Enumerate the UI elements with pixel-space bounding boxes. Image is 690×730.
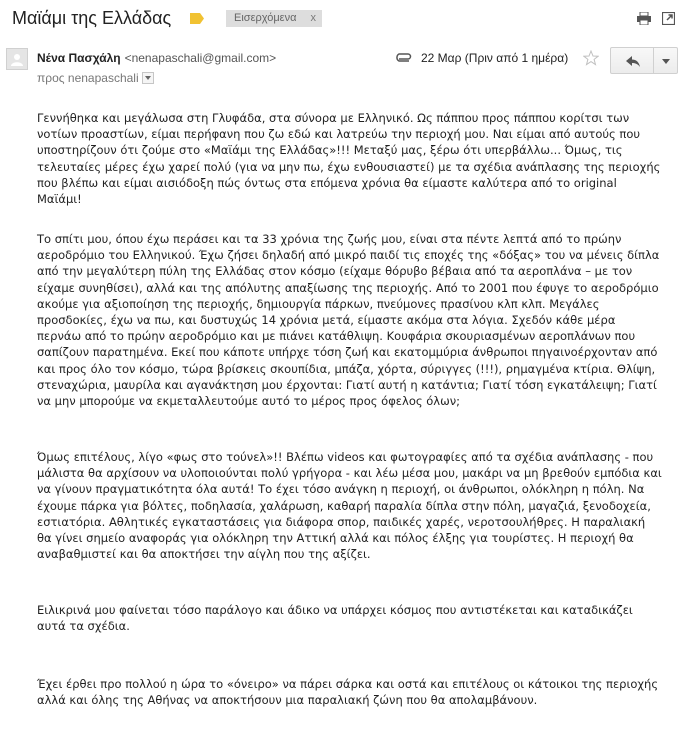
star-icon[interactable] — [583, 50, 599, 66]
label-tag-icon[interactable] — [190, 13, 204, 24]
reply-button[interactable] — [610, 47, 654, 74]
label-name: Εισερχόμενα — [234, 12, 297, 24]
label-inbox[interactable] — [226, 10, 322, 27]
remove-label-button[interactable]: x — [310, 12, 316, 24]
attachment-icon — [395, 52, 413, 62]
body-paragraph: Έχει έρθει προ πολλού η ώρα το «όνειρο» να πάρει σάρκα και οστά και επιτέλους οι κάτοικοι της περιοχής αλλά και όλης της Αθήνας να αποκτήσουν μια παραλιακή ζώνη που θα απολαμβάνουν. — [37, 677, 659, 708]
recipient-line — [37, 71, 154, 85]
message-date: 22 Μαρ (Πριν από 1 ημέρα) — [421, 51, 569, 65]
reply-icon — [626, 56, 640, 67]
chevron-down-icon — [662, 59, 670, 64]
new-window-icon[interactable] — [662, 12, 675, 25]
avatar[interactable] — [6, 48, 28, 70]
sender-email: <nenapaschali@gmail.com> — [124, 51, 277, 65]
message-header — [0, 42, 690, 92]
recipient-text: προς nenapaschali — [37, 71, 139, 85]
body-paragraph: Γεννήθηκα και μεγάλωσα στη Γλυφάδα, στα σύνορα με Ελληνικό. Ως πάππου προς πάππου κορίτσι των νοτίων προαστίων, είμαι περήφανη που ζω εδώ και λατρεύω την περιοχή μου. Ναι είμαι από αυτούς που υποστηρίζουν ότι ζούμε στο «Μαϊάμι της Ελλάδας»!!! Μεταξύ μας, ξέρω ότι υπερβάλλω... Όμως, τις τελευταίες μέρες έχω χαρεί πολύ (για να μην πω, έχω ενθουσιαστεί) με τα σχέδια ανάπλασης της περιοχής που βλέπω και είμαι αισιόδοξη πώς όντως στα επόμενα χρόνια θα είμαστε καλύτερα από το original Μαϊάμι! — [37, 111, 661, 207]
sender-line — [37, 51, 276, 65]
print-icon[interactable] — [637, 12, 651, 25]
chevron-down-icon — [145, 76, 151, 80]
more-actions-button[interactable] — [653, 47, 678, 74]
subject-bar — [0, 0, 690, 38]
avatar-person-icon — [7, 49, 27, 69]
email-subject: Μαϊάμι της Ελλάδας — [12, 8, 172, 28]
show-details-button[interactable] — [142, 72, 154, 84]
body-paragraph: Το σπίτι μου, όπου έχω περάσει και τα 33 χρόνια της ζωής μου, είναι στα πέντε λεπτά από το πρώην αεροδρόμιο του Ελληνικού. Έχω ζήσει δηλαδή από μικρό παιδί τις εποχές της «δόξας» του να μένεις δίπλα από την μεγαλύτερη πύλη της Ελλάδας στον κόσμο (είχαμε θόρυβο βέβαια από τα αεροπλάνα – με τον είχαμε συνηθίσει), αλλά και της απόλυτης απαξίωσης της περιοχής. Από το 2001 που έφυγε το αεροδρόμιο ακούμε για αξιοποίηση της περιοχής, δημιουργία πάρκων, πνεύμονες πρασίνου κλπ κλπ. Μεγάλες προσδοκίες, έχω να πω, και δυστυχώς 14 χρόνια μετά, είμαστε ακόμα στα λόγια. Σχεδόν κάθε μέρα περνάω από το πρώην αεροδρόμιο και με πιάνει κατάθλιψη. Κουφάρια σκουριασμένων αεροπλάνων που σαπίζουν παρατημένα. Εκεί που κάποτε υπήρχε τόση ζωή και εκατομμύρια άνθρωποι πηγαινοέρχονταν από και προς όλο τον κόσμο, τώρα βρίσκεις σκουπίδια, μπάζα, χόρτα, σύριγγες (!!!), ρημαγμένα κτίρια. Θλίψη, στεναχώρια, μαυρίλα και αγανάκτηση μου έρχονται: Γιατί αυτή η κατάντια; Γιατί τόση εγκατάλειψη; Γιατί να μην μπορούμε να εκμεταλλευτούμε αυτό το μέρος προς όφελος όλων; — [37, 232, 660, 409]
sender-name[interactable]: Νένα Πασχάλη — [37, 51, 121, 65]
body-paragraph: Ειλικρινά μου φαίνεται τόσο παράλογο και άδικο να υπάρχει κόσμος που αντιστέκεται και καταδικάζει αυτά τα σχέδια. — [37, 603, 633, 634]
body-paragraph: Όμως επιτέλους, λίγο «φως στο τούνελ»!! Βλέπω videos και φωτογραφίες από τα σχέδια ανάπλασης - που μάλιστα θα αρχίσουν να υλοποιούνται πολύ γρήγορα - και λέω μέσα μου, μακάρι να μη βρεθούν εμπόδια και να γίνουν πραγματικότητα όλα αυτά! Το έχει τόσο ανάγκη η περιοχή, οι άνθρωποι, ολόκληρη η πόλη. Να έχουμε πάρκα για βόλτες, ποδηλασία, χαλάρωση, καθαρή παραλία δίπλα στην πόλη, μαγαζιά, ξενοδοχεία, εστιατόρια. Αθλητικές εγκαταστάσεις για διάφορα σπορ, παιδικές χαρές, νεροτσουλήθρες. Η παραλιακή θα γίνει σημείο αναφοράς για ολόκληρη την Αττική αλλά και πόλος έλξης για τουρίστες. Η περιοχή θα αναβαθμιστεί και θα αποκτήσει την αίγλη που της αξίζει. — [37, 450, 662, 562]
